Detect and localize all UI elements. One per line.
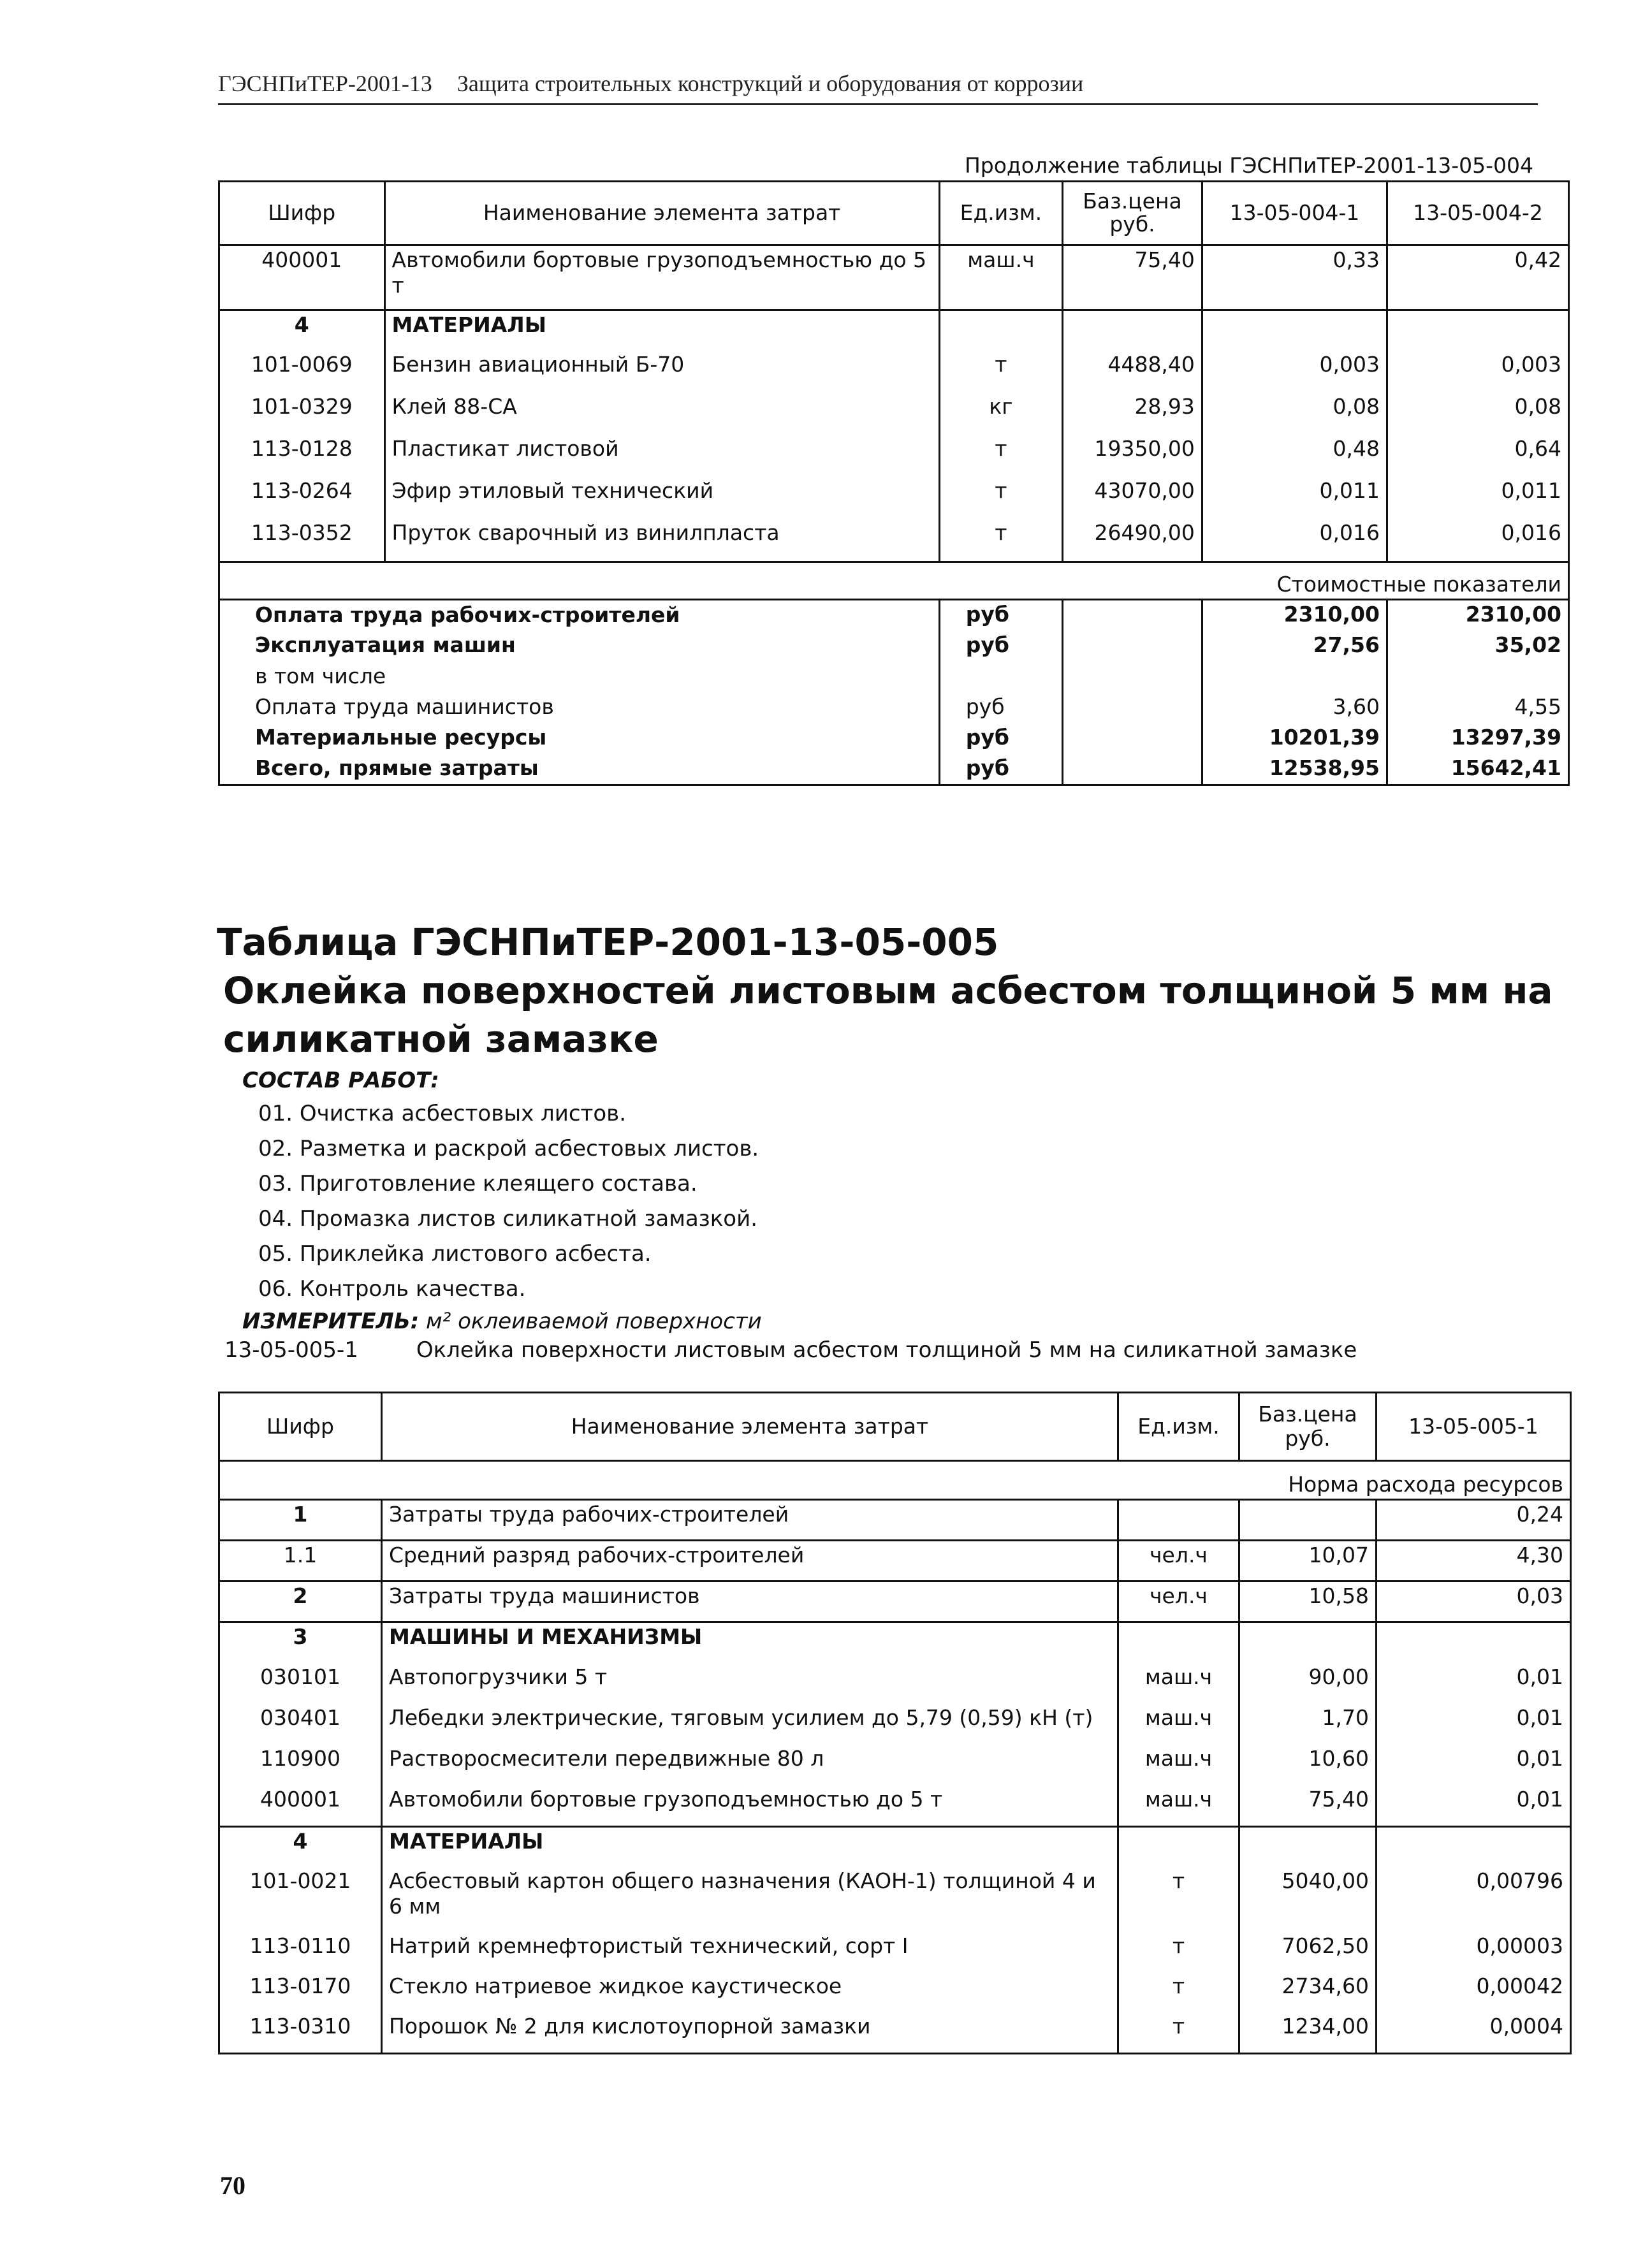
cell-value-1: 0,00003 (1476, 1933, 1563, 1959)
column-header-norm-1: 13-05-004-1 (1202, 182, 1387, 245)
cell-name: Клей 88-СА (384, 393, 939, 435)
cost-value-2: 4,55 (1514, 694, 1561, 719)
cell-name: Бензин авиационный Б-70 (384, 351, 939, 393)
cost-unit: руб (939, 723, 1062, 754)
cell-code: 400001 (219, 245, 385, 310)
cost-name: Всего, прямые затраты (219, 754, 940, 785)
table-subtitle: Оклейка поверхностей листовым асбестом толщиной 5 мм на силикатной замазке (223, 969, 1553, 1061)
cost-name: в том числе (219, 662, 940, 693)
cell-name: Асбестовый картон общего назначения (КАОН-1) толщиной 4 и 6 мм (382, 1867, 1118, 1932)
cell-value-1: 0,08 (1202, 393, 1387, 435)
cell-code: 101-0021 (219, 1867, 382, 1932)
cost-value-1: 3,60 (1202, 693, 1387, 723)
column-header-name: Наименование элемента затрат (384, 182, 939, 245)
norm-heading: Норма расхода ресурсов (219, 1460, 1571, 1499)
cell-code: 113-0352 (219, 519, 385, 562)
cost-value-2: 15642,41 (1450, 755, 1561, 781)
cell-price: 10,58 (1239, 1581, 1377, 1622)
cell-price: 26490,00 (1063, 519, 1202, 562)
cell-unit: т (1118, 1867, 1239, 1932)
cost-value-1: 27,56 (1202, 631, 1387, 662)
cell-name: Стекло натриевое жидкое каустическое (382, 1972, 1118, 2012)
norm-code-line (224, 1337, 1357, 1363)
cell-code: 4 (219, 310, 385, 351)
cost-unit: руб (939, 754, 1062, 785)
table-row (219, 1663, 1571, 1704)
cell-value-2: 0,08 (1514, 393, 1561, 419)
cell-code: 101-0329 (219, 393, 385, 435)
cell-price: 7062,50 (1239, 1932, 1377, 1972)
cell-value-2: 0,42 (1514, 247, 1561, 272)
cell-price: 10,07 (1239, 1541, 1377, 1581)
cell-unit: т (939, 519, 1062, 562)
list-item: 01. Очистка асбестовых листов. (258, 1101, 627, 1126)
cell-value-1: 0,016 (1202, 519, 1387, 562)
norm-code: 13-05-005-1 (224, 1337, 358, 1363)
cost-name: Материальные ресурсы (219, 723, 940, 754)
cost-row (219, 693, 1569, 723)
table-header-row (219, 1393, 1571, 1461)
measurement-value: м² оклеиваемой поверхности (426, 1309, 762, 1334)
cell-name: Затраты труда рабочих-строителей (382, 1499, 1118, 1540)
cell-name: Лебедки электрические, тяговым усилием до 5,79 (0,59) кН (т) (382, 1704, 1118, 1745)
cell-price: 10,60 (1239, 1745, 1377, 1785)
cell-code: 2 (219, 1581, 382, 1622)
table-row (219, 1499, 1571, 1540)
section-heading-machines: МАШИНЫ И МЕХАНИЗМЫ (382, 1622, 1118, 1663)
list-item: 03. Приготовление клеящего состава. (258, 1171, 698, 1196)
cell-unit: т (939, 351, 1062, 393)
cell-name: Пластикат листовой (384, 435, 939, 477)
cell-code: 113-0310 (219, 2012, 382, 2053)
cell-price: 75,40 (1239, 1785, 1377, 1826)
cost-name: Эксплуатация машин (219, 631, 940, 662)
cell-price: 1234,00 (1239, 2012, 1377, 2053)
cell-name: Автомобили бортовые грузоподъемностью до 5 т (382, 1785, 1118, 1826)
cell-code: 4 (219, 1826, 382, 1867)
cell-name: Автомобили бортовые грузоподъемностью до 5 т (384, 245, 939, 310)
cell-value-1: 0,011 (1202, 477, 1387, 519)
cell-name: Растворосмесители передвижные 80 л (382, 1745, 1118, 1785)
cost-value-2: 2310,00 (1465, 602, 1561, 627)
table-continuation-caption: Продолжение таблицы ГЭСНПиТЕР-2001-13-05-004 (964, 153, 1533, 178)
table-row (219, 1972, 1571, 2012)
cell-unit: маш.ч (1118, 1704, 1239, 1745)
list-item: 06. Контроль качества. (258, 1276, 526, 1302)
cell-unit: маш.ч (1118, 1663, 1239, 1704)
cell-value-1: 0,00796 (1476, 1868, 1563, 1894)
column-header-name: Наименование элемента затрат (382, 1393, 1118, 1461)
cell-value-1: 0,003 (1202, 351, 1387, 393)
table-row (219, 1867, 1571, 1932)
table-row (219, 1460, 1571, 1499)
norm-description: Оклейка поверхности листовым асбестом толщиной 5 мм на силикатной замазке (416, 1337, 1357, 1363)
table-row (219, 1785, 1571, 1826)
header-code: ГЭСНПиТЕР-2001-13 (218, 71, 432, 96)
column-header-unit: Ед.изм. (939, 182, 1062, 245)
table-row (219, 477, 1569, 519)
cost-value-2: 35,02 (1494, 632, 1561, 658)
table-row (219, 435, 1569, 477)
cost-row (219, 600, 1569, 632)
column-header-code: Шифр (219, 1393, 382, 1461)
cost-name: Оплата труда машинистов (219, 693, 940, 723)
header-title: Защита строительных конструкций и оборудования от коррозии (457, 71, 1084, 96)
cell-unit: чел.ч (1118, 1541, 1239, 1581)
list-item: 04. Промазка листов силикатной замазкой. (258, 1206, 757, 1232)
cell-name: Автопогрузчики 5 т (382, 1663, 1118, 1704)
list-item: 05. Приклейка листового асбеста. (258, 1241, 652, 1267)
cell-value-2: 0,016 (1387, 519, 1568, 562)
cell-price: 4488,40 (1063, 351, 1202, 393)
cell-value-1: 0,48 (1202, 435, 1387, 477)
column-header-code: Шифр (219, 182, 385, 245)
section-heading-materials: МАТЕРИАЛЫ (384, 310, 939, 351)
cell-code: 1 (219, 1499, 382, 1540)
cell-unit: т (939, 477, 1062, 519)
table-row (219, 1745, 1571, 1785)
cell-value-2: 0,64 (1514, 435, 1561, 461)
table-row (219, 1704, 1571, 1745)
cell-value-1: 0,01 (1516, 1746, 1563, 1771)
cell-unit: маш.ч (939, 245, 1062, 310)
cost-name: Оплата труда рабочих-строителей (219, 600, 940, 632)
cell-code: 101-0069 (219, 351, 385, 393)
table-row (219, 351, 1569, 393)
cost-value-1: 2310,00 (1202, 600, 1387, 632)
cell-price: 90,00 (1239, 1663, 1377, 1704)
cell-code: 030101 (219, 1663, 382, 1704)
table-row (219, 310, 1569, 351)
cell-price: 1,70 (1239, 1704, 1377, 1745)
cost-unit: руб (939, 693, 1062, 723)
cost-row (219, 754, 1569, 785)
running-header (218, 70, 1538, 105)
cost-row (219, 631, 1569, 662)
cell-name: Эфир этиловый технический (384, 477, 939, 519)
cell-code: 113-0128 (219, 435, 385, 477)
column-header-unit: Ед.изм. (1118, 1393, 1239, 1461)
cell-price: 5040,00 (1239, 1867, 1377, 1932)
cost-table-13-05-005 (218, 1392, 1572, 2054)
cell-value-1: 0,03 (1377, 1581, 1571, 1622)
table-row (219, 245, 1569, 310)
cost-unit: руб (939, 600, 1062, 632)
column-header-price: Баз.цена руб. (1239, 1393, 1377, 1461)
cost-table-13-05-004 (218, 180, 1570, 786)
cost-row (219, 662, 1569, 693)
measurement-unit-line (242, 1309, 762, 1334)
cell-name: Пруток сварочный из винилпласта (384, 519, 939, 562)
table-row (219, 1622, 1571, 1663)
cell-unit: т (1118, 2012, 1239, 2053)
cost-indicators-heading: Стоимостные показатели (219, 562, 1569, 600)
cost-value-1: 10201,39 (1202, 723, 1387, 754)
cell-value-1: 0,01 (1516, 1705, 1563, 1730)
cell-code: 110900 (219, 1745, 382, 1785)
table-row (219, 562, 1569, 600)
cell-price: 28,93 (1063, 393, 1202, 435)
cell-value-2: 0,011 (1501, 477, 1561, 503)
cell-code: 400001 (219, 1785, 382, 1826)
cell-unit: кг (939, 393, 1062, 435)
work-steps-list (258, 1096, 759, 1307)
table-row (219, 1581, 1571, 1622)
cell-value-1: 0,01 (1516, 1787, 1563, 1812)
column-header-price: Баз.цена руб. (1063, 182, 1202, 245)
cell-value-1: 0,00042 (1476, 1974, 1563, 1999)
table-row (219, 2012, 1571, 2053)
cost-value-2: 13297,39 (1450, 724, 1561, 750)
cell-code: 1.1 (219, 1541, 382, 1581)
page-number: 70 (220, 2171, 245, 2200)
cost-unit: руб (939, 631, 1062, 662)
cell-name: Натрий кремнефтористый технический, сорт I (382, 1932, 1118, 1972)
cell-code: 3 (219, 1622, 382, 1663)
table-row (219, 1826, 1571, 1867)
list-item: 02. Разметка и раскрой асбестовых листов. (258, 1136, 759, 1161)
cell-unit: т (1118, 1972, 1239, 2012)
cell-unit: маш.ч (1118, 1785, 1239, 1826)
cell-price: 2734,60 (1239, 1972, 1377, 2012)
cell-price: 75,40 (1063, 245, 1202, 310)
cell-value-2: 0,003 (1501, 351, 1561, 377)
cell-value-1: 0,24 (1516, 1501, 1563, 1527)
column-header-norm-2: 13-05-004-2 (1387, 182, 1568, 245)
cost-row (219, 723, 1569, 754)
cell-value-1: 0,33 (1202, 245, 1387, 310)
table-row (219, 519, 1569, 562)
cell-unit: т (939, 435, 1062, 477)
cell-code: 030401 (219, 1704, 382, 1745)
table-row (219, 393, 1569, 435)
cell-unit: чел.ч (1118, 1581, 1239, 1622)
column-header-norm-1: 13-05-005-1 (1377, 1393, 1571, 1461)
table-header-row (219, 182, 1569, 245)
cell-value-1: 0,0004 (1489, 2014, 1563, 2039)
section-title (217, 918, 1556, 1063)
section-heading-materials: МАТЕРИАЛЫ (382, 1826, 1118, 1867)
work-composition-label: СОСТАВ РАБОТ: (242, 1068, 439, 1093)
cell-code: 113-0110 (219, 1932, 382, 1972)
cell-value-1: 4,30 (1377, 1541, 1571, 1581)
cell-name: Порошок № 2 для кислотоупорной замазки (382, 2012, 1118, 2053)
cell-name: Средний разряд рабочих-строителей (382, 1541, 1118, 1581)
cell-price: 43070,00 (1063, 477, 1202, 519)
table-row (219, 1541, 1571, 1581)
table-row (219, 1932, 1571, 1972)
measurement-label: ИЗМЕРИТЕЛЬ: (242, 1309, 420, 1334)
cell-code: 113-0264 (219, 477, 385, 519)
cell-code: 113-0170 (219, 1972, 382, 2012)
cost-value-1: 12538,95 (1202, 754, 1387, 785)
cell-price: 19350,00 (1063, 435, 1202, 477)
cell-value-1: 0,01 (1516, 1664, 1563, 1689)
table-title: Таблица ГЭСНПиТЕР-2001-13-05-005 (217, 920, 999, 964)
cell-name: Затраты труда машинистов (382, 1581, 1118, 1622)
cell-unit: маш.ч (1118, 1745, 1239, 1785)
cell-unit: т (1118, 1932, 1239, 1972)
